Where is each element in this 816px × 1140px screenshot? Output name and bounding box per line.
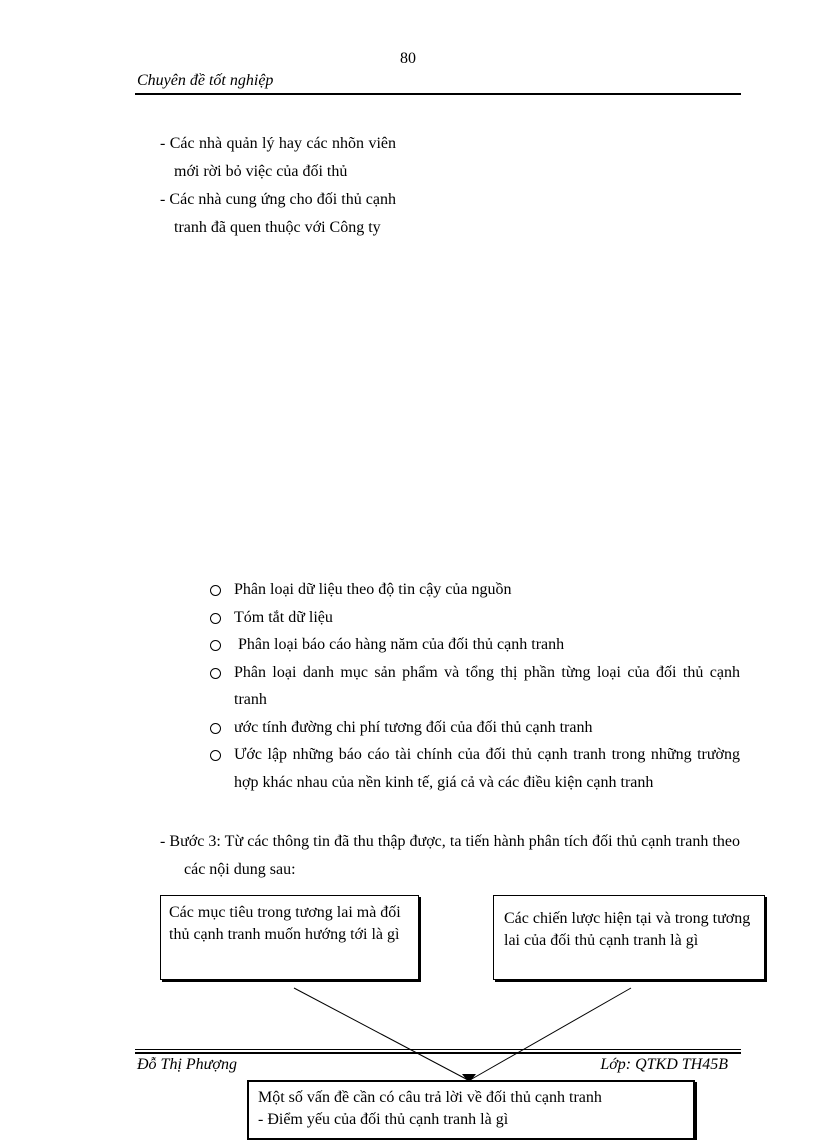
footer-author: Đỗ Thị Phượng <box>137 1056 237 1073</box>
diagram-box-questions: Một số vấn đề cần có câu trả lời về đối thủ cạnh tranh - Điểm yếu của đối thủ cạnh tranh là gì <box>247 1080 695 1140</box>
list-item: Tóm tắt dữ liệu <box>208 604 740 632</box>
list-item: Phân loại dữ liệu theo độ tin cậy của nguồn <box>208 576 740 604</box>
footer-rule-top <box>135 1049 741 1050</box>
footer-rule-bottom <box>135 1052 741 1054</box>
list-item: ước tính đường chi phí tương đối của đối thủ cạnh tranh <box>208 714 740 742</box>
footer-class: Lớp: QTKD TH45B <box>600 1056 728 1073</box>
list-item: - Các nhà quản lý hay các nhõn viên mới rời bỏ việc của đối thủ <box>160 135 396 180</box>
list-item: - Các nhà cung ứng cho đối thủ cạnh tranh đã quen thuộc với Công ty <box>160 191 396 236</box>
list-item: Phân loại danh mục sản phẩm và tổng thị phần từng loại của đối thủ cạnh tranh <box>208 659 740 714</box>
list-item: Ước lập những báo cáo tài chính của đối thủ cạnh tranh trong những trường hợp khác nhau của nền kinh tế, giá cả và các điều kiện cạnh tranh <box>208 741 740 796</box>
diagram-box-strategies: Các chiến lược hiện tại và trong tương lai của đối thủ cạnh tranh là gì <box>493 895 765 980</box>
diagram-box-goals: Các mục tiêu trong tương lai mà đối thủ cạnh tranh muốn hướng tới là gì <box>160 895 419 980</box>
header-title: Chuyên đề tốt nghiệp <box>137 72 274 89</box>
list-item: Phân loại báo cáo hàng năm của đối thủ cạnh tranh <box>208 631 740 659</box>
page-number: 80 <box>400 50 416 67</box>
connector-line-left <box>294 988 468 1080</box>
step3-paragraph: - Bước 3: Từ các thông tin đã thu thập được, ta tiến hành phân tích đối thủ cạnh tranh theo các nội dung sau: <box>160 833 740 878</box>
